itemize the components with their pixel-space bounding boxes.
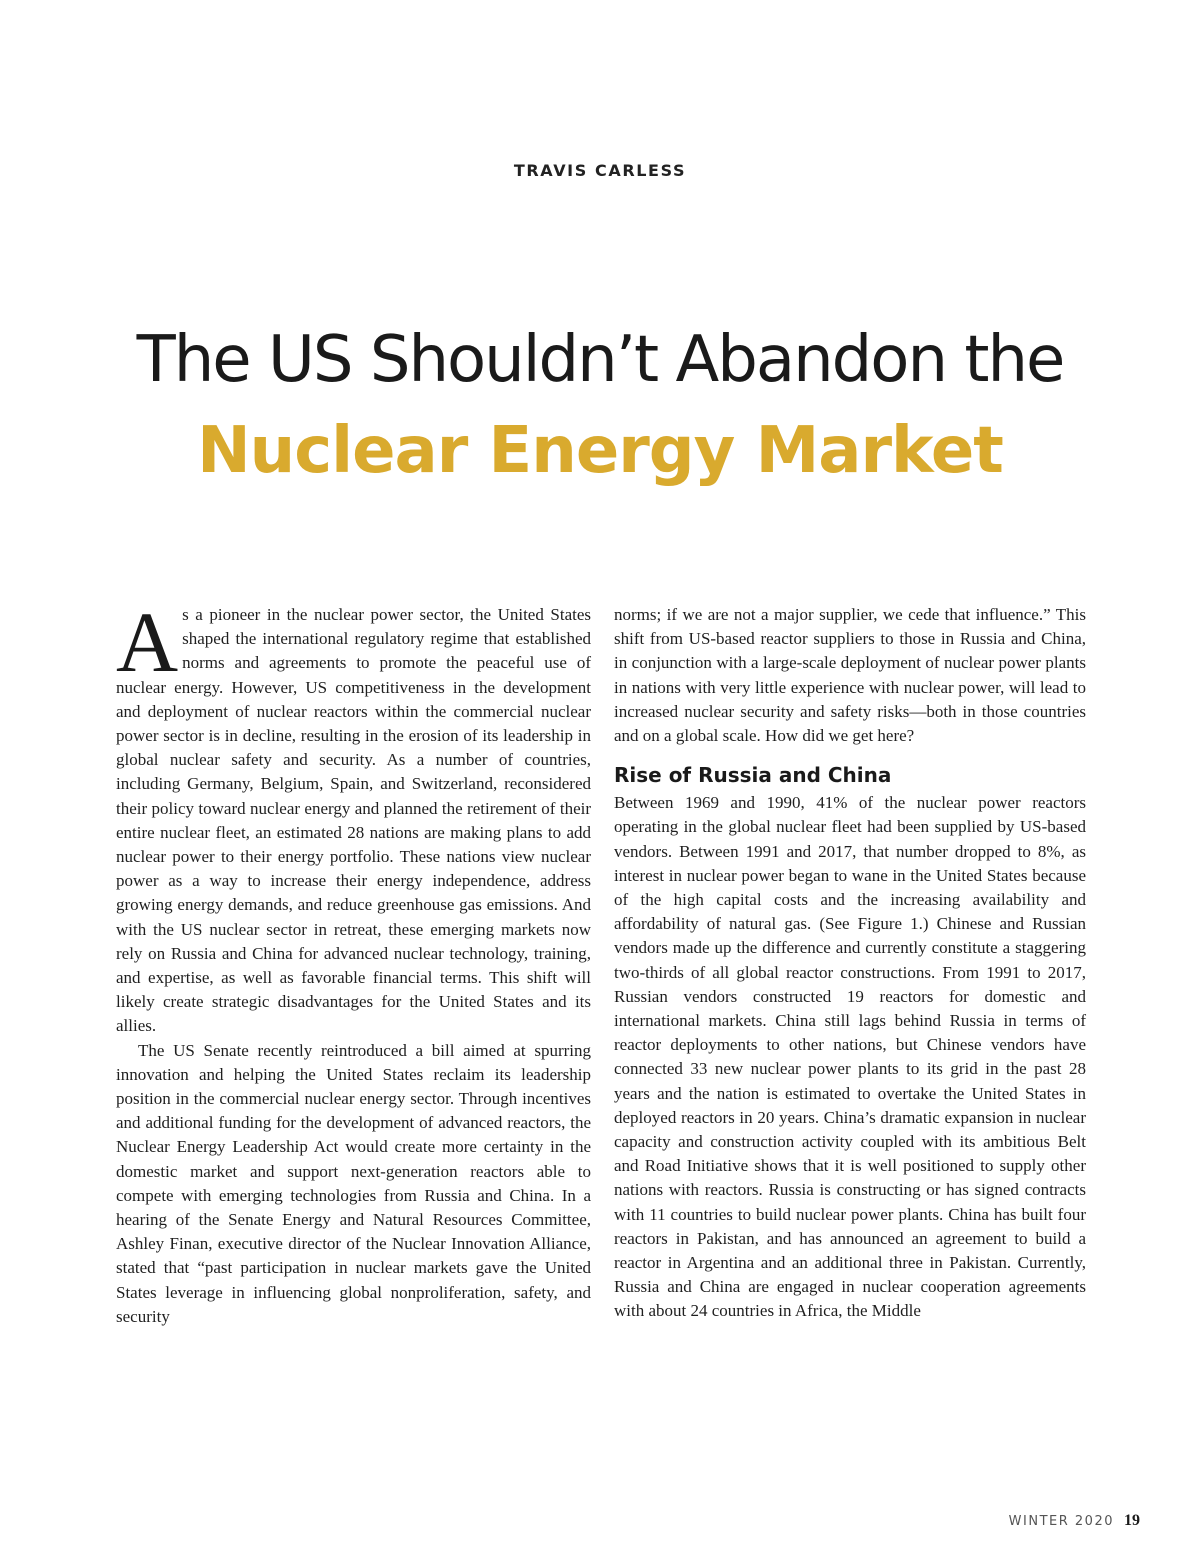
- paragraph-intro: [116, 594, 591, 1039]
- drop-cap: A: [116, 594, 179, 690]
- page-footer: [1009, 1512, 1140, 1530]
- paragraph-intro-text: s a pioneer in the nuclear power sector, the United States shaped the international regulatory regime that established norms and agreements to promote the peaceful use of nuclear energy. However, US competitiveness in the development and deployment of nuclear reactors within the commercial nuclear power sector is in decline, resulting in the erosion of its leadership in global nuclear safety and security. As a number of countries, including Germany, Belgium, Spain, and Switzerland, reconsidered their policy toward nuclear energy and planned the retirement of their entire nuclear fleet, an estimated 28 nations are making plans to add nuclear power to their energy portfolio. These nations view nuclear power as a way to increase their energy independence, address growing energy demands, and reduce greenhouse gas emissions. And with the US nuclear sector in retreat, these emerging markets now rely on Russia and China for advanced nuclear technology, training, and expertise, as well as favorable financial terms. This shift will likely create strategic disadvantages for the United States and its allies.: [116, 605, 591, 1036]
- section-heading: Rise of Russia and China: [614, 763, 892, 788]
- issue-label: WINTER 2020: [1008, 1514, 1114, 1529]
- paragraph-rise: Between 1969 and 1990, 41% of the nuclear power reactors operating in the global nuclear fleet had been supplied by US-based vendors. Between 1991 and 2017, that number dropped to 8%, as interest in nuclear power began to wane in the United States because of the high capital costs and the increasing availability and affordability of natural gas. (See Figure 1.) Chinese and Russian vendors made up the difference and currently constitute a staggering two-thirds of all global reactor constructions. From 1991 to 2017, Russian vendors constructed 19 reactors for domestic and international markets. China still lags behind Russia in terms of reactor deployments to other nations, but Chinese vendors have connected 33 new nuclear power plants to its grid in the past 28 years and the nation is estimated to overtake the United States in deployed reactors in 20 years. China’s dramatic expansion in nuclear capacity and construction activity coupled with its ambitious Belt and Road Initiative shows that it is well positioned to supply other nations with reactors. Russia is constructing or has signed contracts with 11 countries to build nuclear power plants. China has built four reactors in Pakistan, and has announced an agreement to build a reactor in Argentina and an additional three in Pakistan. Currently, Russia and China are engaged in nuclear cooperation agreements with about 24 countries in Africa, the Middle: [614, 793, 1086, 1321]
- paragraph-senate-bill: The US Senate recently reintroduced a bill aimed at spurring innovation and helping the United States reclaim its leadership position in the commercial nuclear energy sector. Through incentives and additional funding for the development of advanced reactors, the Nuclear Energy Leadership Act would create more certainty in the domestic market and support next-generation reactors able to compete with emerging technologies from Russia and China. In a hearing of the Senate Energy and Natural Resources Committee, Ashley Finan, executive director of the Nuclear Innovation Alliance, stated that “past participation in nuclear markets gave the United States leverage in influencing global nonproliferation, safety, and security: [116, 1040, 591, 1326]
- left-column: [116, 594, 591, 1329]
- byline: TRAVIS CARLESS: [513, 161, 687, 180]
- title-line-2: Nuclear Energy Market: [197, 414, 1003, 488]
- right-column: [614, 603, 1086, 1324]
- title-line-1: The US Shouldn’t Abandon the: [136, 323, 1064, 397]
- paragraph-influence: norms; if we are not a major supplier, we cede that influence.” This shift from US-based reactor suppliers to those in Russia and China, in conjunction with a large-scale deployment of nuclear power plants in nations with very little experience with nuclear power, will lead to increased nuclear security and safety risks—both in those countries and on a global scale. How did we get here?: [614, 605, 1086, 746]
- page-number: 19: [1124, 1512, 1140, 1529]
